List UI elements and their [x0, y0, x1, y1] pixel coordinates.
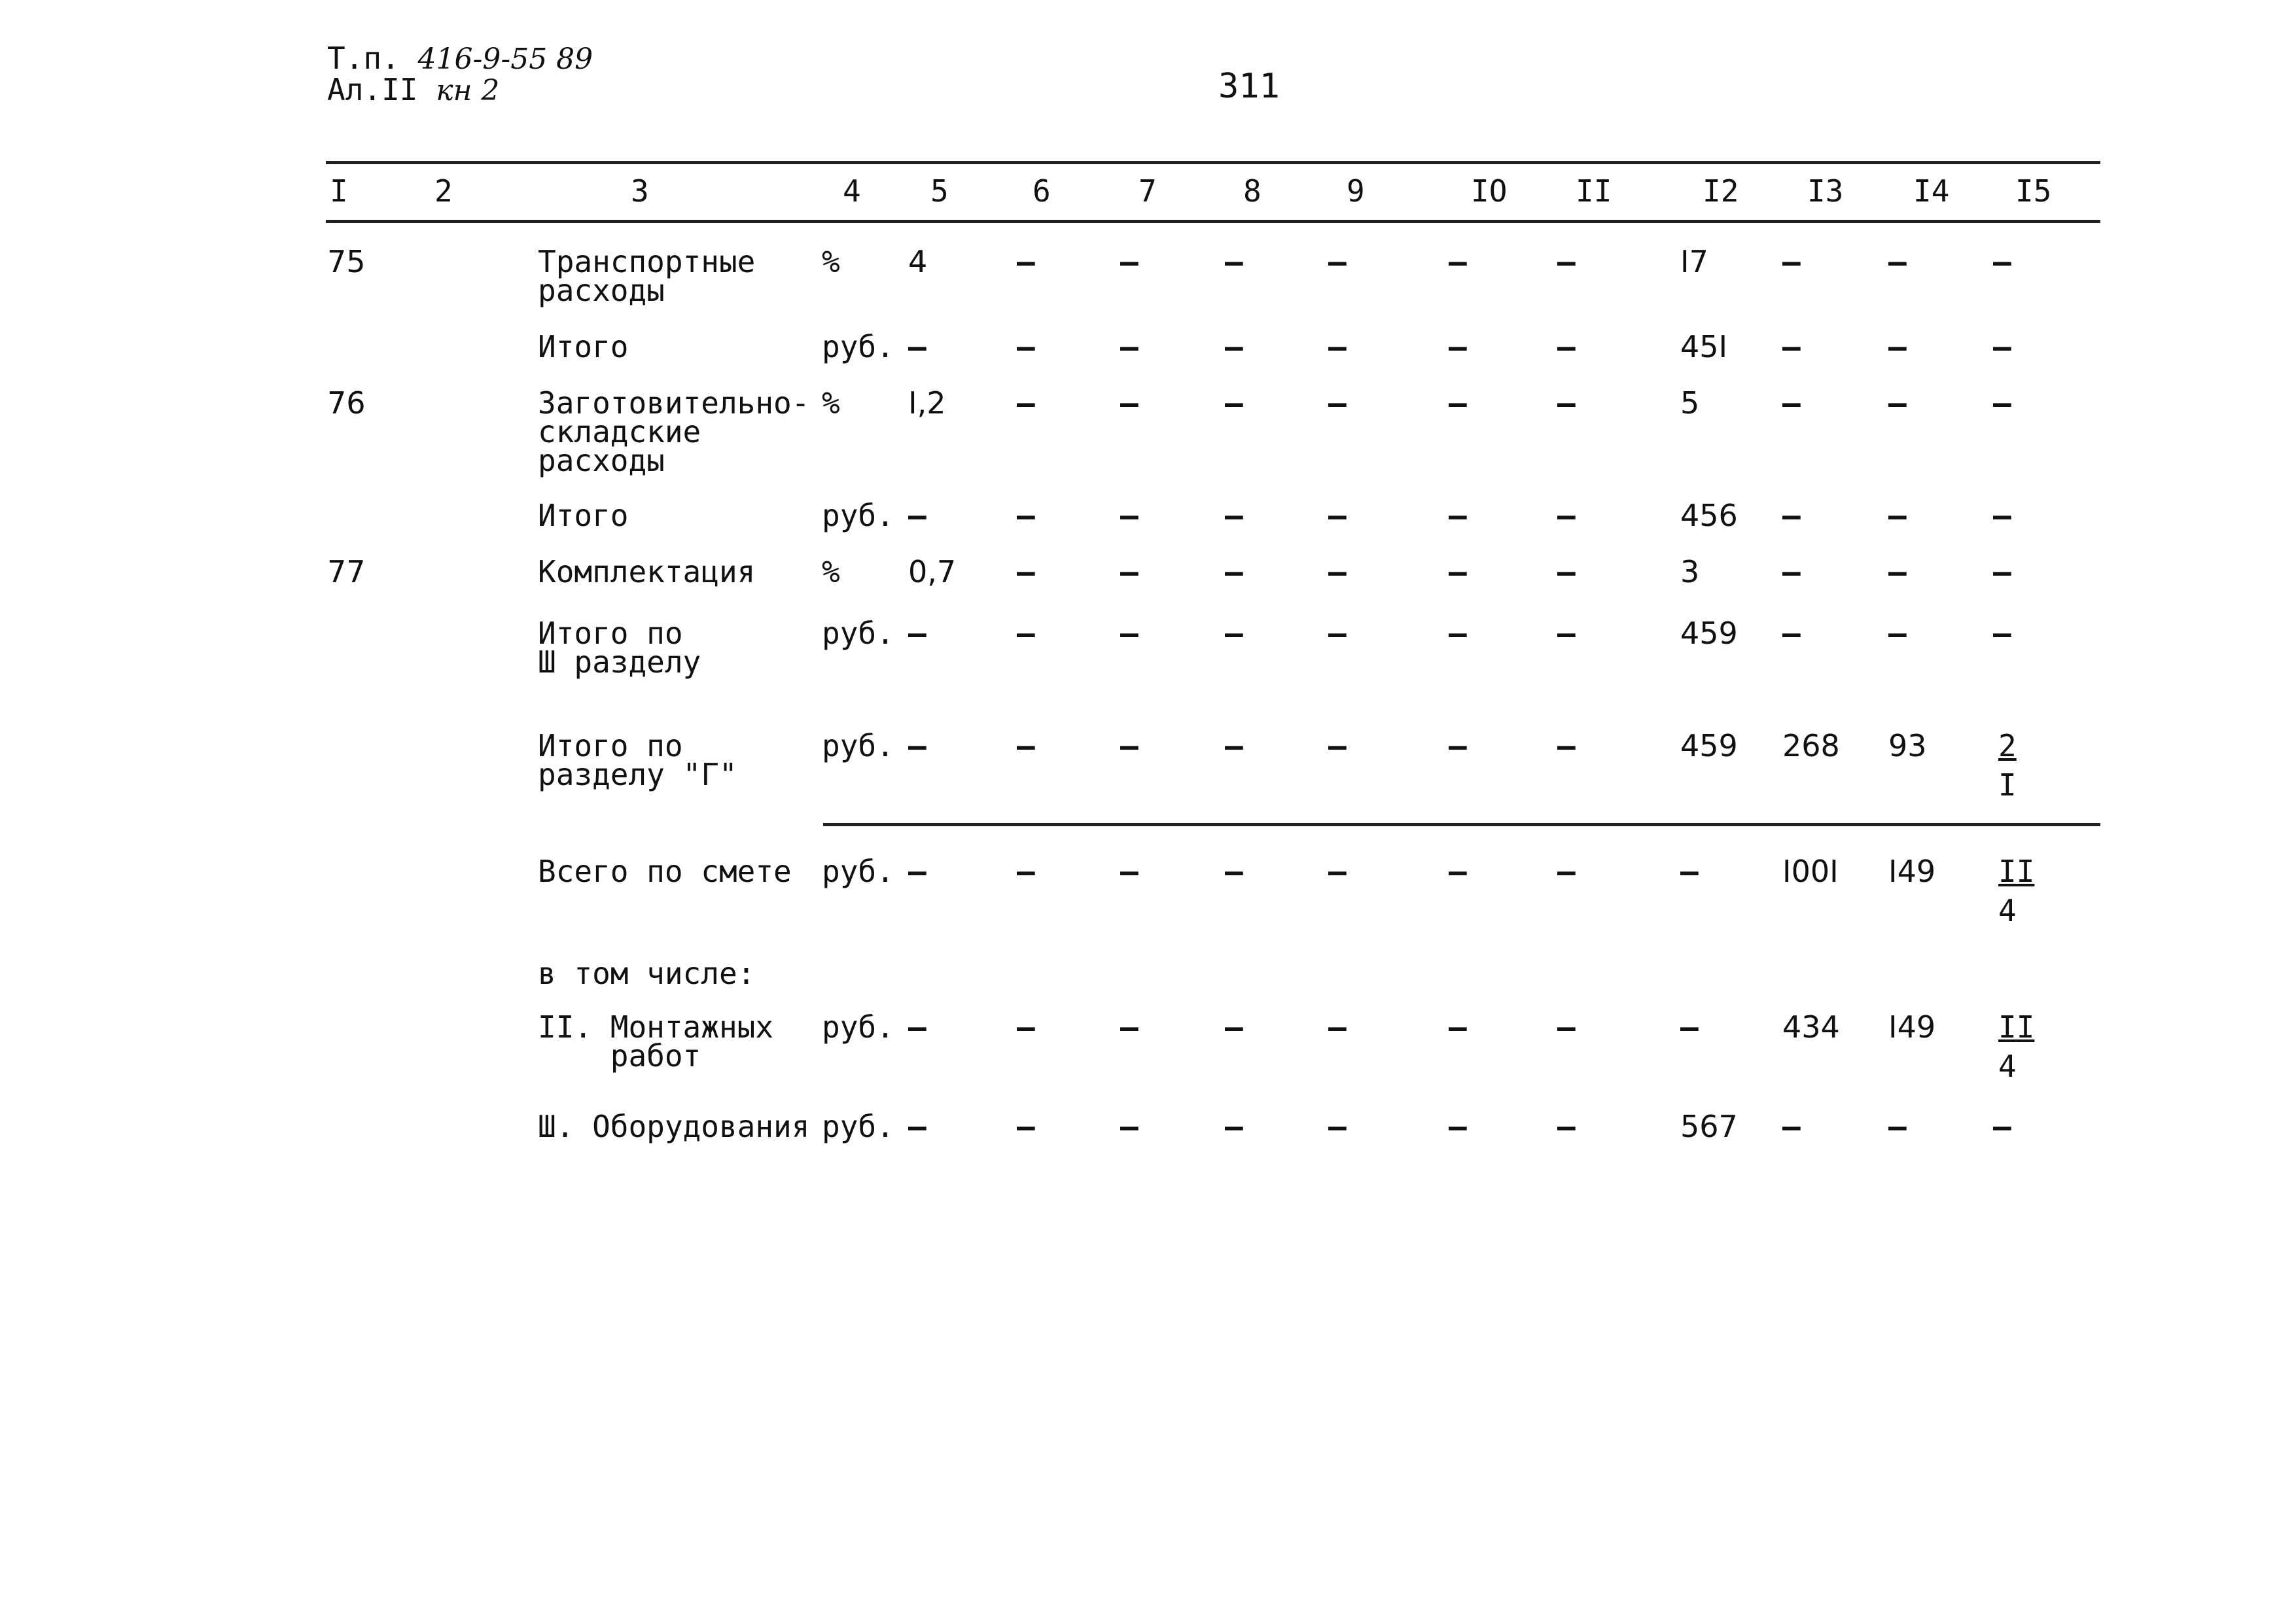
cell-c11: – — [1557, 1009, 1576, 1045]
cell-c12: 45I — [1680, 329, 1728, 364]
row-unit: руб. — [822, 1109, 894, 1144]
album-book-label — [327, 73, 499, 107]
cell-c12: – — [1680, 854, 1699, 889]
column-header: 9 — [1347, 173, 1365, 209]
cell-c5: I,2 — [908, 385, 946, 421]
cell-c12: – — [1680, 1009, 1699, 1045]
cell-c10: – — [1449, 1109, 1467, 1144]
cell-c14: – — [1888, 385, 1907, 421]
row-name: Итого — [538, 329, 629, 364]
cell-c8: – — [1225, 329, 1243, 364]
cell-c11: – — [1557, 854, 1576, 889]
cell-c13: I00I — [1782, 854, 1839, 889]
cell-c12: I7 — [1680, 244, 1708, 279]
cell-c7: – — [1120, 854, 1139, 889]
cell-c7: – — [1120, 554, 1139, 589]
cell-c13: – — [1782, 616, 1801, 651]
cell-c5: – — [908, 329, 927, 364]
cell-c10: – — [1449, 1009, 1467, 1045]
cell-c5: – — [908, 1109, 927, 1144]
cell-c14: I49 — [1888, 1009, 1936, 1045]
column-header: I4 — [1913, 173, 1950, 209]
cell-c6: – — [1017, 616, 1035, 651]
column-header: I — [330, 173, 348, 209]
cell-c11: – — [1557, 616, 1576, 651]
row-name: Итого — [538, 498, 629, 533]
cell-c7: – — [1120, 498, 1139, 533]
cell-c13: – — [1782, 329, 1801, 364]
cell-c5: – — [908, 854, 927, 889]
cell-c11: – — [1557, 329, 1576, 364]
cell-c13: – — [1782, 498, 1801, 533]
row-number: 75 — [327, 244, 366, 279]
cell-c5: – — [908, 616, 927, 651]
cell-c9: – — [1328, 385, 1347, 421]
cell-c8: – — [1225, 244, 1243, 279]
cell-c14: I49 — [1888, 854, 1936, 889]
cell-c8: – — [1225, 385, 1243, 421]
cell-c12: 459 — [1680, 728, 1738, 763]
row-name: Транспортные расходы — [538, 244, 756, 308]
cell-c8: – — [1225, 554, 1243, 589]
cell-c10: – — [1449, 554, 1467, 589]
cell-c5: 0,7 — [908, 554, 957, 589]
row-unit: % — [822, 244, 840, 279]
row-name: Ш. Оборудования — [538, 1109, 810, 1144]
cell-c8: – — [1225, 1109, 1243, 1144]
column-header: 2 — [434, 173, 453, 209]
book-label: кн 2 — [436, 74, 500, 107]
row-unit: руб. — [822, 854, 894, 889]
document-code-number: 416-9-55 89 — [417, 43, 593, 76]
table-top-rule — [326, 161, 2100, 164]
cell-c7: – — [1120, 385, 1139, 421]
column-header: 8 — [1243, 173, 1262, 209]
album-label: Ал.II — [327, 72, 418, 107]
cell-c7: – — [1120, 329, 1139, 364]
cell-c5: – — [908, 498, 927, 533]
cell-c15: – — [1993, 616, 2011, 651]
including-label: в том числе: — [538, 956, 756, 991]
row-name: Всего по смете — [538, 854, 792, 889]
cell-c13: – — [1782, 244, 1801, 279]
row-number: 77 — [327, 554, 366, 589]
cell-col15-lower: I — [1998, 767, 2017, 803]
row-unit: руб. — [822, 498, 894, 533]
cell-c10: – — [1449, 616, 1467, 651]
cell-c11: – — [1557, 244, 1576, 279]
cell-c9: – — [1328, 1009, 1347, 1045]
row-name: II. Монтажных работ — [538, 1009, 774, 1073]
cell-c12: 459 — [1680, 616, 1738, 651]
cell-c15: – — [1993, 1109, 2011, 1144]
cell-c8: – — [1225, 854, 1243, 889]
cell-c9: – — [1328, 498, 1347, 533]
cell-c9: – — [1328, 554, 1347, 589]
cell-c6: – — [1017, 329, 1035, 364]
cell-c10: – — [1449, 329, 1467, 364]
cell-c9: – — [1328, 329, 1347, 364]
row-unit: руб. — [822, 1009, 894, 1045]
cell-col15-upper: II — [1998, 854, 2035, 889]
cell-c13: – — [1782, 554, 1801, 589]
cell-c13: – — [1782, 1109, 1801, 1144]
row-name: Комплектация — [538, 554, 756, 589]
cell-c12: 5 — [1680, 385, 1700, 421]
row-unit: руб. — [822, 728, 894, 763]
cell-c14: 93 — [1888, 728, 1927, 763]
cell-c7: – — [1120, 244, 1139, 279]
row-name: Итого по разделу "Г" — [538, 728, 737, 792]
column-header: I2 — [1703, 173, 1739, 209]
cell-c14: – — [1888, 329, 1907, 364]
column-header: 5 — [930, 173, 949, 209]
cell-c6: – — [1017, 728, 1035, 763]
cell-c13: – — [1782, 385, 1801, 421]
cell-c14: – — [1888, 244, 1907, 279]
cell-c7: – — [1120, 1109, 1139, 1144]
cell-c9: – — [1328, 244, 1347, 279]
column-header: IO — [1471, 173, 1508, 209]
cell-c10: – — [1449, 728, 1467, 763]
row-unit: руб. — [822, 616, 894, 651]
column-header: 6 — [1033, 173, 1051, 209]
cell-c15: – — [1993, 498, 2011, 533]
cell-c8: – — [1225, 498, 1243, 533]
cell-c13: 268 — [1782, 728, 1840, 763]
cell-col15-upper: 2 — [1998, 728, 2017, 763]
column-header: II — [1576, 173, 1612, 209]
row-unit: % — [822, 385, 840, 421]
cell-c14: – — [1888, 498, 1907, 533]
table-header-rule — [326, 220, 2100, 223]
cell-c11: – — [1557, 498, 1576, 533]
cell-c6: – — [1017, 1109, 1035, 1144]
cell-c14: – — [1888, 1109, 1907, 1144]
cell-c6: – — [1017, 554, 1035, 589]
cell-c9: – — [1328, 854, 1347, 889]
page-number: 311 — [1218, 67, 1280, 106]
cell-c14: – — [1888, 554, 1907, 589]
cell-c8: – — [1225, 728, 1243, 763]
cell-c10: – — [1449, 385, 1467, 421]
cell-c14: – — [1888, 616, 1907, 651]
row-name: Итого по Ш разделу — [538, 616, 701, 680]
cell-c7: – — [1120, 616, 1139, 651]
cell-c15: – — [1993, 385, 2011, 421]
cell-c5: – — [908, 1009, 927, 1045]
cell-c5: 4 — [908, 244, 928, 279]
cell-c6: – — [1017, 1009, 1035, 1045]
row-unit: руб. — [822, 329, 894, 364]
cell-c15: – — [1993, 244, 2011, 279]
cell-c5: – — [908, 728, 927, 763]
row-name: Заготовительно- складские расходы — [538, 385, 810, 478]
cell-c13: 434 — [1782, 1009, 1840, 1045]
cell-c11: – — [1557, 1109, 1576, 1144]
cell-c7: – — [1120, 728, 1139, 763]
cell-c10: – — [1449, 244, 1467, 279]
cell-col15-lower: 4 — [1998, 1049, 2017, 1084]
cell-c6: – — [1017, 385, 1035, 421]
document-code-prefix: Т.п. — [327, 41, 400, 76]
cell-c10: – — [1449, 854, 1467, 889]
column-header: 4 — [843, 173, 861, 209]
row-number: 76 — [327, 385, 366, 421]
cell-c6: – — [1017, 244, 1035, 279]
cell-c11: – — [1557, 728, 1576, 763]
cell-c6: – — [1017, 498, 1035, 533]
cell-c8: – — [1225, 1009, 1243, 1045]
column-header: 7 — [1139, 173, 1157, 209]
cell-c15: – — [1993, 329, 2011, 364]
cell-c10: – — [1449, 498, 1467, 533]
cell-c12: 456 — [1680, 498, 1738, 533]
cell-c11: – — [1557, 385, 1576, 421]
cell-c15: – — [1993, 554, 2011, 589]
cell-col15-lower: 4 — [1998, 893, 2017, 928]
cell-c7: – — [1120, 1009, 1139, 1045]
column-header: I5 — [2015, 173, 2052, 209]
document-code — [327, 42, 593, 76]
column-header: I3 — [1807, 173, 1844, 209]
section-divider-rule — [823, 823, 2100, 826]
cell-c6: – — [1017, 854, 1035, 889]
cell-col15-upper: II — [1998, 1009, 2035, 1045]
cell-c9: – — [1328, 728, 1347, 763]
cell-c11: – — [1557, 554, 1576, 589]
row-unit: % — [822, 554, 840, 589]
column-header: 3 — [631, 173, 649, 209]
cell-c12: 567 — [1680, 1109, 1738, 1144]
cell-c9: – — [1328, 1109, 1347, 1144]
cell-c12: 3 — [1680, 554, 1700, 589]
cell-c9: – — [1328, 616, 1347, 651]
cell-c8: – — [1225, 616, 1243, 651]
